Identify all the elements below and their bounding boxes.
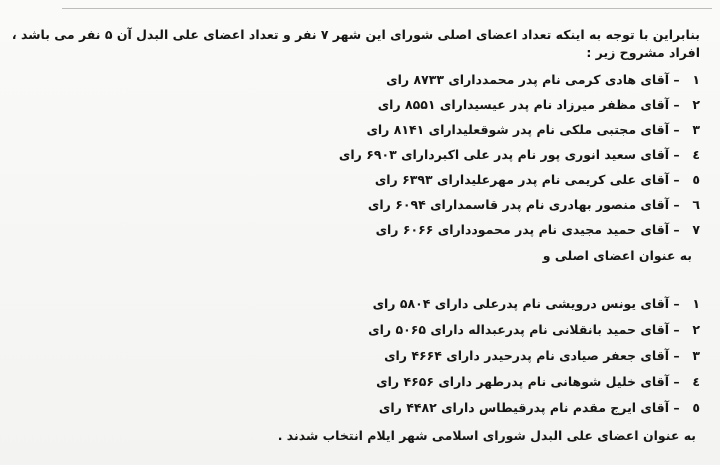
top-divider (62, 8, 712, 9)
principal-member-item: ۷ – آقای حمید مجیدی نام پدر محموددارای ۶۰۶۶ رای (375, 222, 700, 237)
intro-paragraph: بنابراین با توجه به اینکه تعداد اعضای اصلی شورای این شهر ۷ نفر و تعداد اعضای علی البدل آن ۵ نفر می باشد ، افراد مشروح زیر : (11, 27, 700, 60)
principal-member-item: ۲ – آقای مظفر میرزاد نام پدر عیسیدارای ۸۵۵۱ رای (377, 97, 700, 112)
principal-member-item: ٦ – آقای منصور بهادری نام پدر قاسمدارای ۶۰۹۴ رای (367, 197, 700, 212)
principal-caption: به عنوان اعضای اصلی و (542, 248, 692, 263)
alternate-caption: به عنوان اعضای علی البدل شورای اسلامی شهر ایلام انتخاب شدند . (277, 428, 696, 443)
alternate-member-item: ۲ – آقای حمید بانقلانی نام پدرعبداله دارای ۵۰۶۵ رای (368, 322, 700, 337)
principal-member-item: ٤ – آقای سعید انوری پور نام پدر علی اکبردارای ۶۹۰۳ رای (338, 147, 700, 162)
alternate-member-item: ۱ – آقای یونس درویشی نام پدرعلی دارای ۵۸۰۴ رای (372, 296, 700, 311)
principal-member-item: ۳ – آقای مجتبی ملکی نام پدر شوقعلیدارای ۸۱۴۱ رای (366, 122, 700, 137)
alternate-member-item: ٤ – آقای خلیل شوهانی نام پدرطهر دارای ۴۶۵۶ رای (376, 374, 700, 389)
principal-member-item: ٥ – آقای علی کریمی نام پدر مهرعلیدارای ۶۳۹۳ رای (374, 172, 700, 187)
alternate-member-item: ۳ – آقای جعفر صیادی نام پدرحیدر دارای ۴۶۶۴ رای (384, 348, 700, 363)
principal-member-item: ۱ – آقای هادی کرمی نام پدر محمددارای ۸۷۳۳ رای (386, 72, 700, 87)
alternate-member-item: ٥ – آقای ایرج مقدم نام پدرقیطاس دارای ۴۴۸۲ رای (378, 400, 700, 415)
